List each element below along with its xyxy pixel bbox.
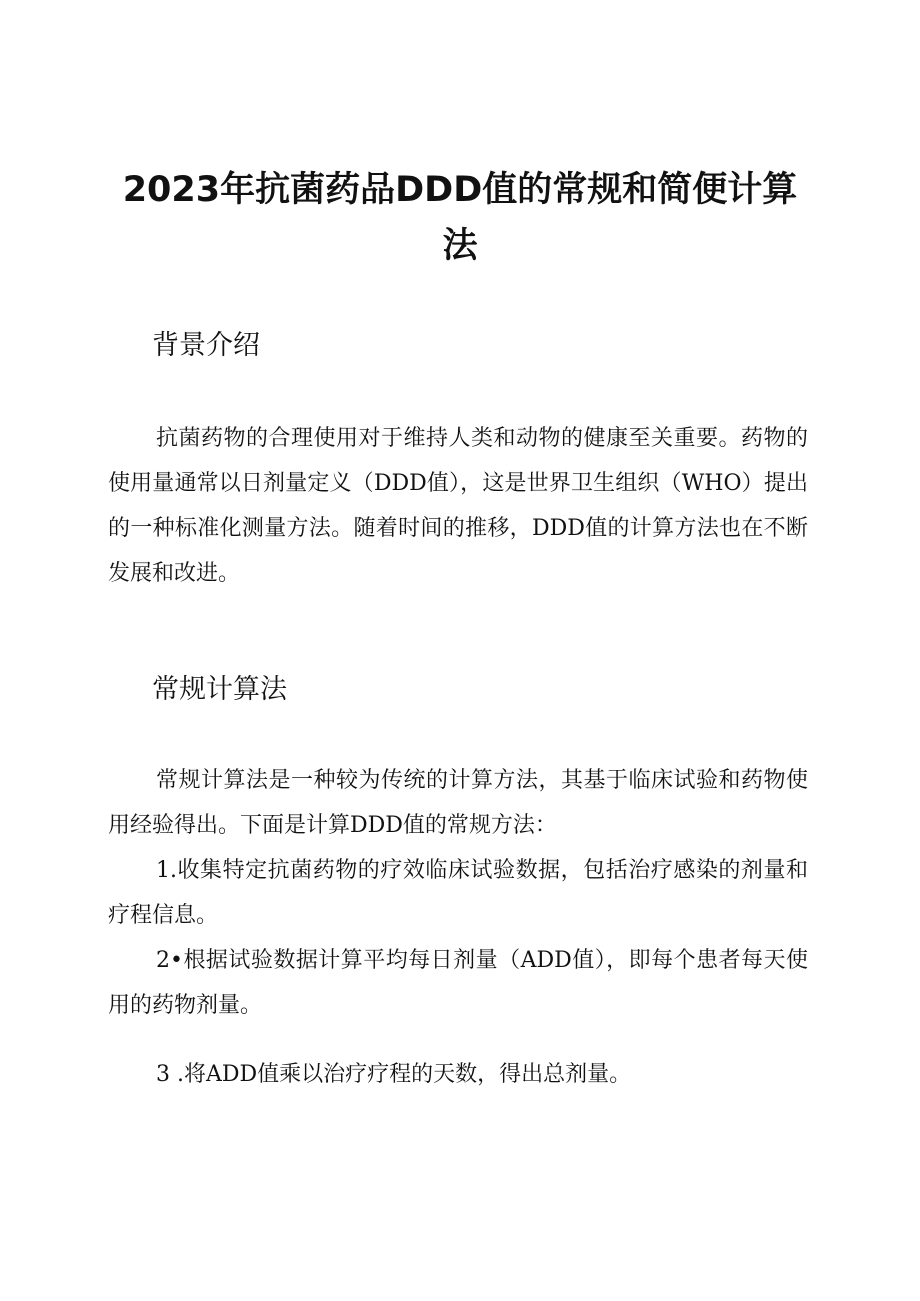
- paragraph-regular-intro: 常规计算法是一种较为传统的计算方法，其基于临床试验和药物使用经验得出。下面是计算DDD值的常规方法：: [108, 768, 808, 838]
- section-heading-regular-method: 常规计算法: [152, 674, 287, 705]
- section-heading-background: 背景介绍: [152, 330, 260, 361]
- paragraph-background: 抗菌药物的合理使用对于维持人类和动物的健康至关重要。药物的使用量通常以日剂量定义（DDD值），这是世界卫生组织（WHO）提出的一种标准化测量方法。随着时间的推移，DDD值的计算方法也在不断发展和改进。: [108, 426, 808, 586]
- list-item-step-1: 1.收集特定抗菌药物的疗效临床试验数据，包括治疗感染的剂量和疗程信息。: [108, 858, 808, 928]
- document-title: 2023年抗菌药品DDD值的常规和简便计算法: [122, 170, 798, 266]
- list-item-step-3: 3 .将ADD值乘以治疗疗程的天数，得出总剂量。: [156, 1062, 632, 1087]
- list-item-step-2: 2•根据试验数据计算平均每日剂量（ADD值），即每个患者每天使用的药物剂量。: [108, 948, 808, 1018]
